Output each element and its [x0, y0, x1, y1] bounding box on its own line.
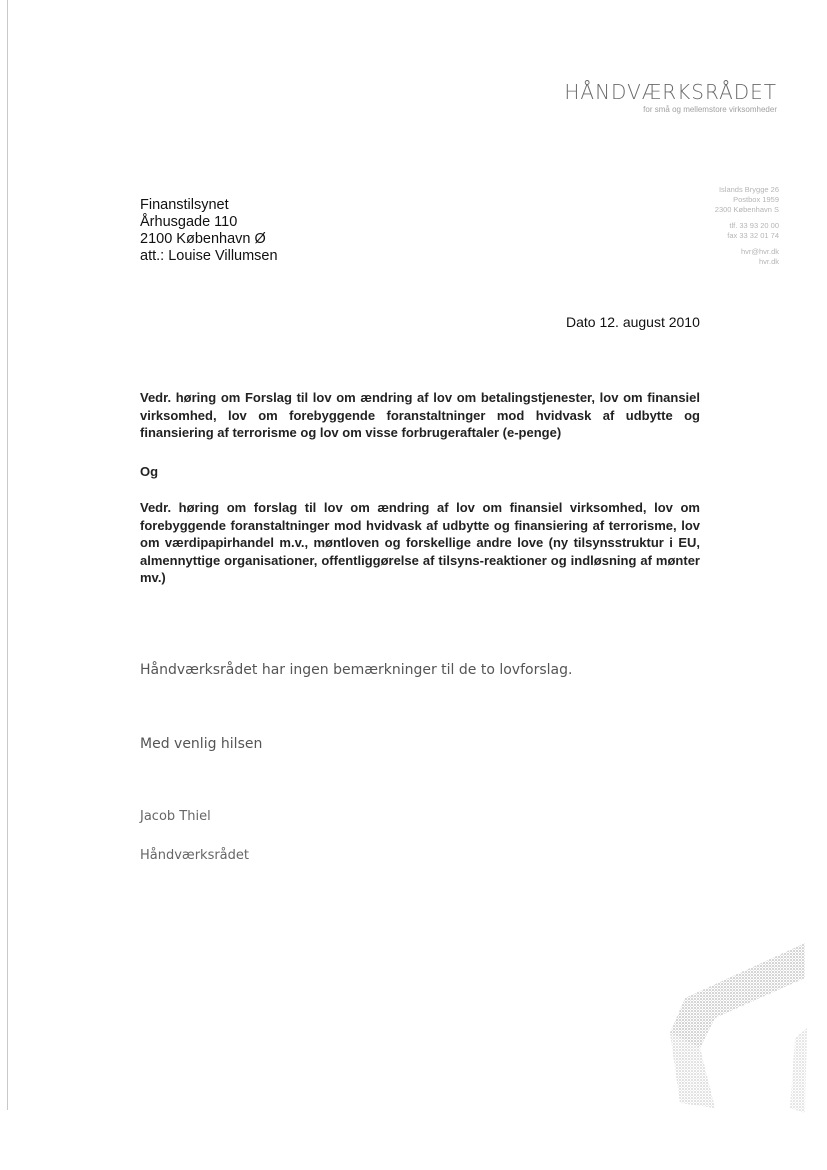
closing-salutation: Med venlig hilsen — [140, 736, 263, 752]
recipient-street: Århusgade 110 — [140, 214, 238, 230]
sender-details — [715, 185, 779, 273]
signer-organization: Håndværksrådet — [140, 848, 249, 863]
sender-city: 2300 København S — [714, 205, 779, 214]
sender-fax: fax 33 32 01 74 — [727, 231, 779, 240]
sender-postbox: Postbox 1959 — [733, 195, 779, 204]
logo-watermark-graphic — [655, 938, 810, 1113]
recipient-attention: att.: Louise Villumsen — [140, 248, 278, 264]
recipient-name: Finanstilsynet — [140, 197, 229, 213]
subject-line-1: Vedr. høring om Forslag til lov om ændring af lov om betalingstjenester, lov om finansiel virksomhed, lov om forebyggende foranstaltninger mod hvidvask af udbytte og finansiering af terrorisme og lov om visse forbrugeraftaler (e-penge) — [140, 390, 700, 440]
signer-name: Jacob Thiel — [140, 809, 211, 824]
sender-email: hvr@hvr.dk — [740, 247, 779, 256]
org-tagline: for små og mellemstore virksomheder — [643, 105, 777, 114]
sender-street: Islands Brygge 26 — [718, 185, 779, 194]
letterhead — [564, 80, 777, 114]
sender-phone: tlf. 33 93 20 00 — [729, 221, 779, 230]
recipient-city: 2100 København Ø — [140, 231, 266, 247]
org-logo-text: HÅNDVÆRKSRÅDET — [564, 80, 777, 104]
letter-date: Dato 12. august 2010 — [566, 314, 700, 330]
sender-web: hvr.dk — [758, 257, 779, 266]
subject-conjunction: Og — [140, 464, 159, 479]
scan-edge-line — [7, 0, 8, 1110]
subject-line-2: Vedr. høring om forslag til lov om ændring af lov om finansiel virksomhed, lov om forebyggende foranstaltninger mod hvidvask af udbytte og finansiering af terrorisme, lov om værdipapirhandel m.v., møntloven og forskellige andre love (ny tilsynsstruktur i EU, almennyttige organisationer, offentliggørelse af tilsyns-reaktioner og indløsning af mønter mv.) — [140, 500, 700, 585]
body-paragraph: Håndværksrådet har ingen bemærkninger til de to lovforslag. — [140, 662, 573, 678]
recipient-address — [140, 197, 278, 265]
